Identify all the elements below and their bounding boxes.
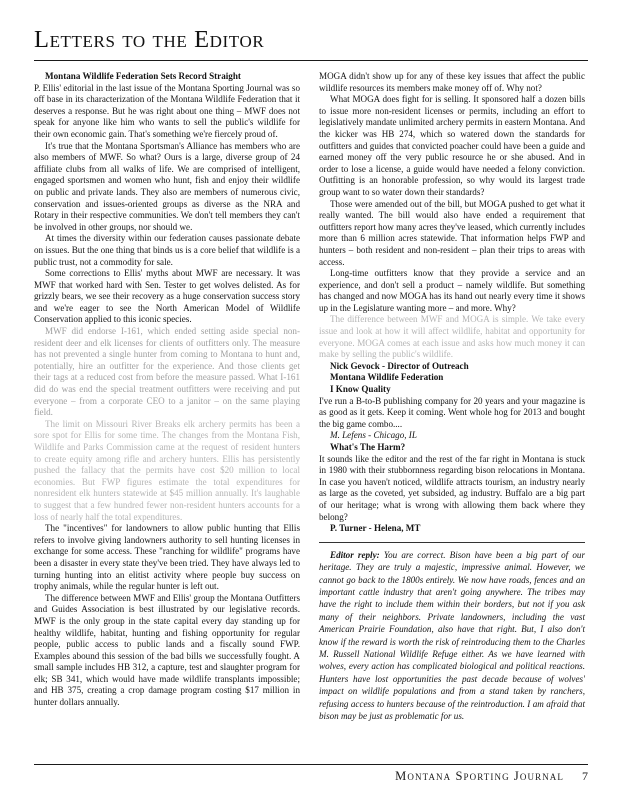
letter-signature-org: Montana Wildlife Federation: [330, 372, 444, 383]
paragraph: What MOGA does fight for is selling. It sponsored half a dozen bills to issue more non-resident licenses or permits, including an effort to legislatively mandate unlimited archery permits in eastern Montana. And the kicker was HB 274, which so watered down the standards for outfitters and guides that convicted poacher could have been a guide and earned money off the very public resource he or she abused. And in order to lose a license, a guide would have needed a felony conviction. Outfitting is an honorable profession, so why would its largest trade group want to so water down their standards?: [319, 94, 585, 197]
paragraph: MWF did endorse I-161, which ended setting aside special non-resident deer and elk licenses for clients of outfitters only. The measure has not prevented a single hunter from coming to Montana to hunt and, potentially, hire an outfitter for the experience. And those clients get their tags at a reduced cost from before the measure passed. What I-161 did do was end the special treatment outfitters were receiving and put everyone – from a corporate CEO to a janitor – on the same playing field.: [34, 326, 300, 418]
letter-signature: M. Lefens - Chicago, IL: [330, 430, 417, 441]
paragraph: It's true that the Montana Sportsman's Alliance has members who are also members of MWF. So what? Ours is a large, diverse group of 24 affiliate clubs from all walks of life. We are comprised of intelligent, engaged sportsmen and women who hunt, fish and enjoy their wildlife on public and private lands. They also are members of numerous civic, conservation and issues-oriented groups as diverse as the NRA and Rotary in their respective communities. We don't tell members they can't be involved in other groups, nor should we.: [34, 140, 300, 232]
editor-reply: [319, 549, 585, 723]
letter-body: It sounds like the editor and the rest of the far right in Montana is stuck in 1980 with their stubbornness regarding bison relocations in Montana. In case you haven't noticed, wildlife attracts tourism, an industry nearly as large as the coveted, yet subsided, ag industry. Buffalo are a big part of our heritage; what is wrong with allowing them back where they belong?: [319, 453, 585, 522]
paragraph: Long-time outfitters know that they provide a service and an experience, and don't sell a product – namely wildlife. But something has changed and now MOGA has its hand out nearly every time it shows up in the Legislature wanting more – and more. Why?: [319, 268, 585, 313]
letter-headline: I Know Quality: [330, 384, 391, 395]
left-column: [34, 71, 300, 743]
paragraph: MOGA didn't show up for any of these key issues that affect the public wildlife resources its members make money off of. Why not?: [319, 71, 585, 93]
paragraph: At times the diversity within our federation causes passionate debate on issues. But the one thing that binds us is a core belief that wildlife is a public trust, not a commodity for sale.: [34, 233, 300, 267]
article-columns: [34, 71, 588, 743]
paragraph: Some corrections to Ellis' myths about MWF are necessary. It was MWF that worked hard with Sen. Tester to get wolves delisted. As for grizzly bears, we see their recovery as a huge conservation success story and we're eager to see the North American Model of Wildlife Conservation applied to this iconic species.: [34, 268, 300, 325]
footer-rule: [34, 764, 588, 765]
editor-reply-text: You are correct. Bison have been a big part of our heritage. They are truly a majestic, impressive animal. However, we cannot go back to the 1800s entirely. We now have roads, fences and an important cattle industry that aren't going anywhere. The tribes may have the right to include them within their borders, but not if you ask many of their neighbors. Private landowners, including the vast American Prairie Foundation, also have that right. But, I also don't know if the reward is worth the risk of reintroducing them to the Charles M. Russell National Wildlife Refuge either. As we have learned with wolves, every action has complicated biological and political reactions. Hunters have lost opportunities the past decade because of wolves' impact on wildlife populations and from a stand taken by ranchers, refusing access to hunters because of the reintroduction. I am afraid that bison may be just as problematic for us.: [319, 549, 586, 722]
article-headline: Montana Wildlife Federation Sets Record Straight: [45, 71, 241, 81]
letter-signature: P. Turner - Helena, MT: [330, 523, 421, 534]
paragraph: The "incentives" for landowners to allow public hunting that Ellis refers to involve giving landowners authority to sell hunting licenses in exchange for some access. These "ranching for wildlife" programs have been a disaster in every state they've been tried. They have always led to turning hunting into an elitist activity where people buy success on trophy animals, while the regular hunter is left out.: [34, 523, 300, 592]
page-footer: [34, 764, 588, 784]
masthead-rule: [34, 60, 588, 61]
footer-title: Montana Sporting Journal: [395, 769, 564, 783]
right-column: [319, 71, 585, 743]
paragraph: The difference between MWF and MOGA is simple. We take every issue and look at how it will affect wildlife, habitat and opportunity for everyone. MOGA comes at each issue and asks how much money it can make by selling the public's wildlife.: [319, 314, 585, 360]
letter-body: I've run a B-to-B publishing company for 20 years and your magazine is as good as it gets. Keep it coming. Went whole hog for 2013 and bought the big game combo....: [319, 395, 585, 429]
letter-headline: What's The Harm?: [330, 442, 406, 452]
letter-signature: Nick Gevock - Director of Outreach: [330, 360, 469, 371]
paragraph: The limit on Missouri River Breaks elk archery permits has been a sore spot for Ellis for some time. The changes from the Montana Fish, Wildlife and Parks Commission came at the request of resident hunters to create equity among rifle and archery hunters. Ellis has persistently pushed the fallacy that the permits have cost $20 million to local economies. But FWP figures estimate the total expenditures for nonresident elk hunters statewide at $45 million annually. It's laughable to suggest that a few hundred fewer non-resident hunters accounts for a loss of nearly half the total expenditures.: [34, 418, 300, 522]
paragraph: The difference between MWF and Ellis' group the Montana Outfitters and Guides Association is best illustrated by our legislative records. MWF is the only group in the state capital every day standing up for healthy wildlife, habitat, hunting and fishing opportunity for regular people, public access to public lands and a fiscally sound FWP. Examples abound this session of the bad bills we successfully fought. A small sample includes HB 312, a capture, test and slaughter program for elk; SB 341, which would have made wildlife transplants impossible; and HB 375, creating a crop damage program costing $17 million in hunter dollars annually.: [34, 592, 300, 708]
paragraph: P. Ellis' editorial in the last issue of the Montana Sporting Journal was so off base in its characterization of the Montana Wildlife Federation that it deserves a response. But he was right about one thing – MWF does not speak for anyone like him who wants to sell the public's wildlife for their own economic gain. That's something we're fiercely proud of.: [34, 82, 300, 139]
editor-reply-lead: Editor reply:: [330, 549, 380, 560]
editor-reply-divider: [319, 542, 585, 543]
page-number: 7: [582, 769, 588, 783]
paragraph: Those were amended out of the bill, but MOGA pushed to get what it really wanted. The bill would also have ended a requirement that outfitters report how many acres they've leased, which currently includes more than 6 million acres statewide. That information helps FWP and hunters – both resident and non-resident – plan their trips to areas with access.: [319, 198, 585, 267]
page-title: Letters to the Editor: [34, 26, 265, 53]
